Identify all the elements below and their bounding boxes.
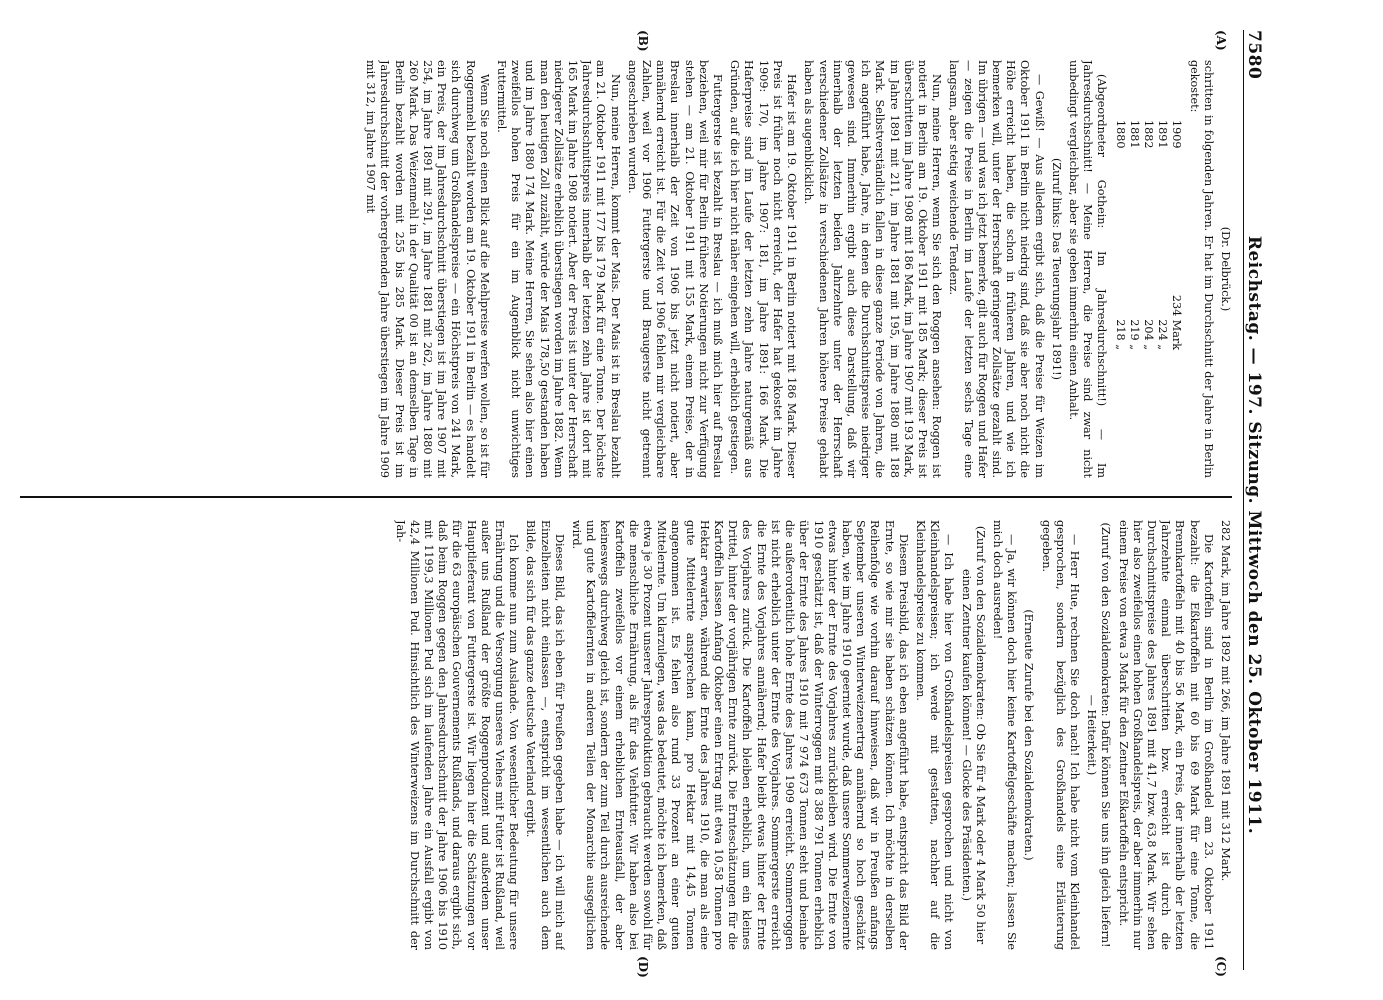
table-year: 1882 xyxy=(1141,120,1155,149)
paragraph: — Herr Hue, rechnen Sie doch nach! Ich habe nicht vom Kleinhandel gesprochen, sondern bezüglich des Großhandels eine Erläuterung gegeben. xyxy=(1039,520,1081,950)
paragraph: Nun, meine Herren, wenn Sie sich den Roggen ansehen: Roggen ist notiert in Berlin am 19. Oktober 1911 mit 185 Mark; dieser Preis ist überschritten im Jahre 1908 mit 186 Mark, im Jahre 1907 mit 193 Mark, im Jahre 1891 mit 211, im Jahre 1881 mit 195, im Jahre 1880 mit 188 Mark. Selbstverständlich fallen in diese ganze Periode von Jahren, die ich angeführt habe, Jahre, in denen die Durchschnittspreise niedriger gewesen sind. Immerhin ergibt auch diese Darstellung, daß wir innerhalb der letzten beiden Jahrzehnte unter der Herrschaft verschiedener Zollsätze in verschiedenen Jahren höhere Preise gehabt haben als augenblicklich. xyxy=(802,60,944,478)
paragraph: Dieses Bild, das ich eben für Preußen gegeben habe — ich will mich auf Einzelheiten nicht einlassen —, entspricht im wesentlichen auch dem Bilde, das sich für das ganze deutsche Vaterland ergibt. xyxy=(524,520,566,950)
table-value: 219 „ xyxy=(1127,319,1141,350)
running-title: Reichstag. — 197. Sitzung. Mittwoch den 25. Oktober 1911. xyxy=(1244,235,1264,835)
paragraph: Wenn Sie noch einen Blick auf die Mehlpreise werfen wollen, so ist für Roggenmehl bezahlt worden am 19. Oktober 1911 in Berlin — es handelt sich durchweg um Großhandelspreise — ein Höchstpreis von 241 Mark, ein Preis, der im Jahresdurchschnitt überstiegen ist im Jahre 1907 mit 254, im Jahre 1891 mit 291, im Jahre 1881 mit 262, im Jahre 1880 mit 260 Mark. Das Weizenmehl in der Qualität 00 ist an demselben Tage in Berlin bezahlt worden mit 255 bis 285 Mark. Dieser Preis ist im Jahresdurchschnitt der vorhergehenden Jahre überstiegen im Jahre 1909 mit 312, im Jahre 1907 mit xyxy=(364,60,491,478)
margin-mark-c: (C) xyxy=(1214,956,1228,977)
paragraph: Nun, meine Herren, kommt der Mais. Der Mais ist in Breslau bezahlt am 21. Oktober 1911 mit 177 bis 179 Mark für eine Tonne. Der höchste Jahresdurchschnittspreis innerhalb der letzten zehn Jahre ist dort mit 165 Mark im Jahre 1908 notiert. Aber der Preis ist unter der Herrschaft niedrigerer Zollsätze erheblich überstiegen worden im Jahre 1882. Wenn man den heutigen Zoll zuzählt, würde der Mais 178,50 gestanden haben und im Jahre 1880 174 Mark. Meine Herren, Sie sehen also hier einen zweifellos hohen Preis für ein im Augenblick nicht unwichtiges Futtermittel. xyxy=(495,60,622,478)
paragraph: Ich komme nun zum Auslande. Von wesentlicher Bedeutung für unsere Ernährung und die Versorgung unseres Viehes mit Futter ist Rußland, weil außer uns Rußland der größte Roggenproduzent und außerdem unser Hauptlieferant von Futtergerste ist. Wir liegen hier die Schätzungen vor für die 63 europäischen Gouvernements Rußlands, und daraus ergibt sich, daß beim Roggen gegen den Jahresdurchschnitt der Jahre 1906 bis 1910 mit 1199,3 Millionen Pud sich im laufenden Jahre ein Ausfall ergibt von 42,4 Millionen Pud. Hinsichtlich des Winterweizens im Durchschnitt der Jah- xyxy=(393,520,521,950)
paragraph: — Ja, wir können doch hier keine Kartoffelgeschäfte machen; lassen Sie mich doch ausreden! xyxy=(990,520,1019,950)
table-row xyxy=(1155,120,1169,350)
table-row xyxy=(1112,120,1126,350)
table-value: 218 „ xyxy=(1113,319,1127,350)
table-value: 204 „ xyxy=(1141,319,1155,350)
interjection: (Zuruf links: Das Teuerungsjahr 1891!) xyxy=(1049,157,1063,381)
paragraph: — Gewiß! — Aus alledem ergibt sich, daß die Preise für Weizen im Oktober 1911 in Berlin nicht niedrig sind, daß sie aber noch nicht die Höhe erreicht haben, die schon in früheren Jahren, und wie ich bemerken will, unter der Herrschaft geringerer Zollsätze gezahlt sind. Im übrigen — und was ich jetzt bemerke, gilt auch für Roggen und Hafer — zeigen die Preise in Berlin im Laufe der letzten sechs Tage eine langsam, aber stetig weichende Tendenz. xyxy=(947,60,1046,478)
table-row xyxy=(1141,120,1155,350)
table-year: 1909 xyxy=(1170,120,1184,149)
price-table xyxy=(1112,120,1183,478)
paragraph: Die Kartoffeln sind in Berlin im Großhandel am 23. Oktober 1911 bezahlt: die Eßkartoffeln mit 60 bis 69 Mark für eine Tonne, die Brennkartoffeln mit 40 bis 56 Mark, ein Preis, der innerhalb der letzten Jahrzehnte einmal überschritten bzw. erreicht ist durch die Durchschnittspreise des Jahres 1891 mit 41,7 bzw. 63,8 Mark. Wir sehen hier also zweifellos einen hohen Großhandelspreis, der aber immerhin nur einem Preise von etwa 3 Mark für den Zentner Eßkartoffeln entspricht. xyxy=(1116,520,1215,950)
paragraph: — Ich habe hier von Großhandelspreisen gesprochen und nicht von Kleinhandelspreisen; ich werde mit gestatten, nachher auf die Kleinhandelspreise zu kommen. xyxy=(913,520,956,950)
table-row xyxy=(1169,120,1183,350)
table-year: 1880 xyxy=(1113,120,1127,149)
margin-mark-a: (A) xyxy=(1214,30,1228,51)
paragraph: Hafer ist am 19. Oktober 1911 in Berlin notiert mit 186 Mark. Dieser Preis ist früher noch nicht erreicht, der Hafer hat gekostet im Jahre 1909: 170, im Jahre 1907: 181, im Jahre 1891: 166 Mark. Die Haferpreise sind im Laufe der letzten zehn Jahre naturgemäß aus Gründen, auf die ich hier nicht näher eingehen will, erheblich gestiegen. xyxy=(728,60,799,478)
page-header xyxy=(1243,30,1278,970)
table-value: 224 „ xyxy=(1156,319,1170,350)
interjection: (Zuruf von den Sozialdemokraten: Ob Sie für 4 Mark oder 4 Mark 50 hier einen Zentner kaufen können! — Glocke des Präsidenten.) xyxy=(959,525,987,945)
margin-mark-d: (D) xyxy=(636,956,650,978)
column-divider xyxy=(20,496,1232,498)
paragraph: 282 Mark, im Jahre 1892 mit 266, im Jahre 1891 mit 312 Mark. xyxy=(1219,520,1232,882)
speaker-label: (Dr. Delbrück.) xyxy=(1219,226,1232,312)
paragraph: Diesem Preisbild, das ich eben angeführt habe, entspricht das Bild der Ernte, so wie mir sie haben schätzen können. Ich möchte in derselben Reihenfolge wie vorhin darauf hinweisen, daß wir in Preußen anfangs September unseren Winterweizenertrag annähernd so hoch geschätzt haben, wie im Jahre 1910 geerntet wurde, daß unsere Sommerweizenernte etwas hinter der Ernte des Vorjahres zurückbleiben wird. Die Ernte von 1910 geschätzt ist, daß der Winterroggen mit 8 388 791 Tonnen erheblich über der Ernte des Jahres 1910 mit 7 974 673 Tonnen steht und beinahe die außerordentlich hohe Ernte des Jahres 1909 erreicht. Sommerroggen ist nicht erheblich unter der Ernte des Vorjahres. Sommergerste erreicht die Ernte des Vorjahres annähernd; Hafer bleibt etwas hinter der Ernte des Vorjahres zurück. Die Kartoffeln bleiben erheblich, um ein kleines Drittel, hinter der vorjährigen Ernte zurück. Die Ernteschätzungen für die Kartoffeln lassen Anfang Oktober einen Ertrag mit etwa 10,58 Tonnen pro Hektar erwarten, während die Ernte des Jahres 1910, die man als eine gute Mittelernte ansprechen kann, pro Hektar mit 14,45 Tonnen angenommen ist. Es fehlen also rund 33 Prozent an einer guten Mittelernte. Um klarzulegen, was das bedeutet, möchte ich bemerken, daß etwa je 30 Prozent unserer Jahresproduktion gebraucht werden sowohl für die menschliche Ernährung, als für das Viehfutter. Wir haben also bei Kartoffeln zweifellos vor einem erheblichen Ernteausfall, der aber keineswegs durchweg gleich ist, sondern der zum Teil durch ausreichende und gute Kartoffelernten in anderen Teilen der Monarchie ausgeglichen wird. xyxy=(570,520,910,950)
table-value: 234 Mark xyxy=(1170,294,1184,350)
margin-mark-b: (B) xyxy=(636,30,650,52)
paragraph: (Abgeordneter Gothein: Im Jahresdurchschnitt!) — Im Jahresdurchschnitt! — Meine Herren, die Preise sind zwar nicht unbedingt vergleichbar, aber sie geben immerhin einen Anhalt. xyxy=(1066,60,1109,478)
interjection: (Erneute Zurufe bei den Sozialdemokraten.) xyxy=(1022,609,1036,861)
table-year: 1891 xyxy=(1156,120,1170,149)
interjection: (Zuruf von den Sozialdemokraten: Dafür können Sie uns ihn gleich liefern! — Heiterkeit.) xyxy=(1085,522,1113,948)
paragraph: Futtergerste ist bezahlt in Breslau — ich muß mich hier auf Breslau beziehen, weil mir für Berlin frühere Notierungen nicht zur Verfügung stehen — am 21. Oktober 1911 mit 155 Mark, einem Preise, der in Breslau innerhalb der Zeit von 1906 bis jetzt nicht notiert, aber annähernd erreicht ist. Für die Zeit vor 1906 fehlen mir vergleichbare Zahlen, weil vor 1906 Futtergerste und Braugerste nicht getrennt angeschrieben wurden. xyxy=(625,60,725,478)
right-column xyxy=(20,520,1232,950)
page-number: 7580 xyxy=(1244,30,1264,80)
paragraph: schritten in folgenden Jahren. Er hat im Durchschnitt der Jahre in Berlin gekostet: xyxy=(1187,60,1215,478)
table-year: 1881 xyxy=(1127,120,1141,149)
table-row xyxy=(1127,120,1141,350)
left-column xyxy=(20,60,1232,478)
